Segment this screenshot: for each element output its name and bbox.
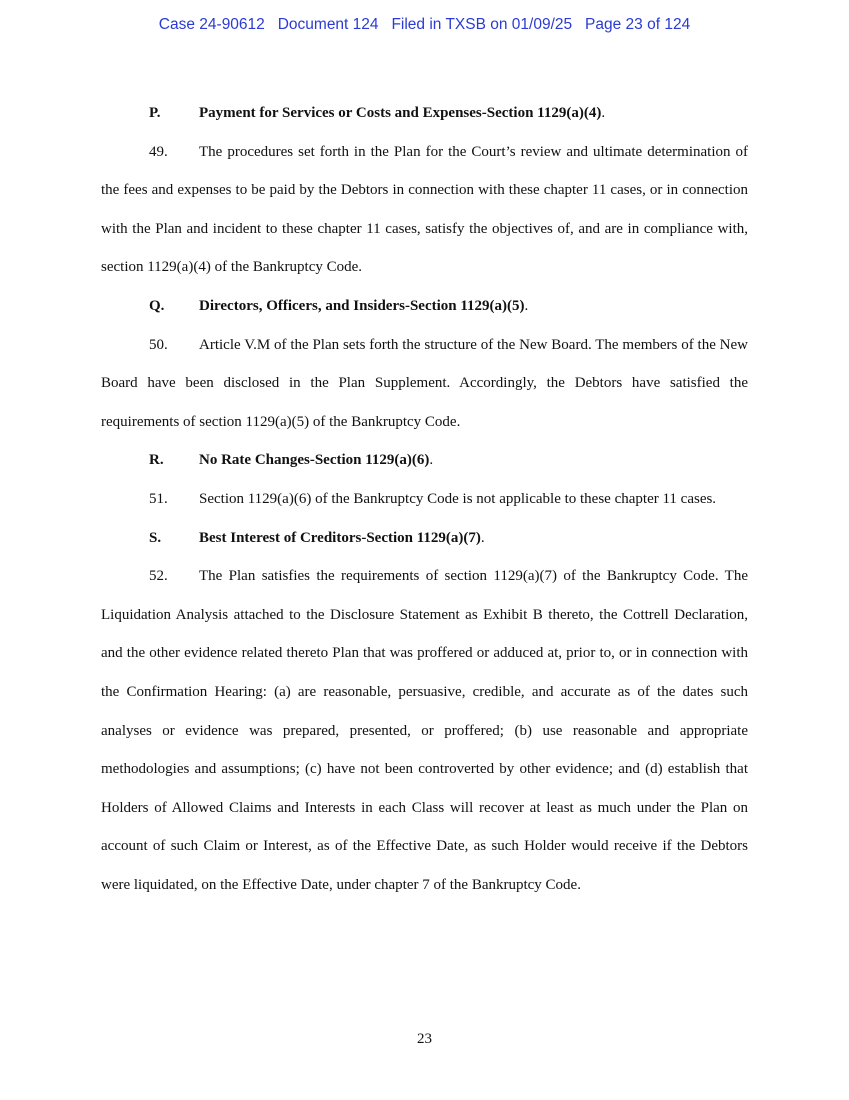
section-title-s: Best Interest of Creditors-Section 1129(a)(7) bbox=[199, 529, 481, 546]
filing-header bbox=[0, 16, 849, 34]
document-number: Document 124 bbox=[277, 16, 379, 33]
case-number: Case 24-90612 bbox=[158, 16, 265, 33]
paragraph-51: 51. Section 1129(a)(6) of the Bankruptcy Code is not applicable to these chapter 11 cases. bbox=[149, 490, 717, 507]
paragraph-49: 49. The procedures set forth in the Plan for the Court’s review and ultimate determination of the fees and expenses to be paid by the Debtors in connection with these chapter 11 cases, or in connection with the Plan and incident to these chapter 11 cases, satisfy the objectives of, and are in compliance with, section 1129(a)(4) of the Bankruptcy Code. bbox=[101, 143, 748, 276]
document-body bbox=[101, 94, 748, 904]
section-heading-q: Q. Directors, Officers, and Insiders-Section 1129(a)(5). bbox=[149, 297, 529, 314]
section-title-q: Directors, Officers, and Insiders-Section 1129(a)(5) bbox=[199, 297, 525, 314]
filed-info: Filed in TXSB on 01/09/25 bbox=[391, 16, 573, 33]
page-info: Page 23 of 124 bbox=[585, 16, 691, 33]
section-title-p: Payment for Services or Costs and Expenses-Section 1129(a)(4) bbox=[199, 105, 602, 121]
section-heading-r: R. No Rate Changes-Section 1129(a)(6). bbox=[149, 452, 434, 469]
paragraph-50: 50. Article V.M of the Plan sets forth the structure of the New Board. The members of the New Board have been disclosed in the Plan Supplement. Accordingly, the Debtors have satisfied the requirements of section 1129(a)(5) of the Bankruptcy Code. bbox=[101, 336, 748, 430]
page-number: 23 bbox=[417, 1031, 432, 1047]
paragraph-52: 52. The Plan satisfies the requirements of section 1129(a)(7) of the Bankruptcy Code. The Liquidation Analysis attached to the Disclosure Statement as Exhibit B thereto, the Cottrell Declaration, and the other evidence related thereto Plan that was proffered or adduced at, prior to, or in connection with the Confirmation Hearing: (a) are reasonable, persuasive, credible, and accurate as of the dates such analyses or evidence was prepared, presented, or proffered; (b) use reasonable and appropriate methodologies and assumptions; (c) have not been controverted by other evidence; and (d) establish that Holders of Allowed Claims and Interests in each Class will recover at least as much under the Plan on account of such Claim or Interest, as of the Effective Date, as such Holder would receive if the Debtors were liquidated, on the Effective Date, under chapter 7 of the Bankruptcy Code. bbox=[101, 568, 748, 893]
section-heading-p: P. Payment for Services or Costs and Expenses-Section 1129(a)(4). bbox=[149, 105, 606, 121]
section-title-r: No Rate Changes-Section 1129(a)(6) bbox=[199, 452, 430, 469]
section-heading-s: S. Best Interest of Creditors-Section 1129(a)(7). bbox=[149, 529, 485, 546]
